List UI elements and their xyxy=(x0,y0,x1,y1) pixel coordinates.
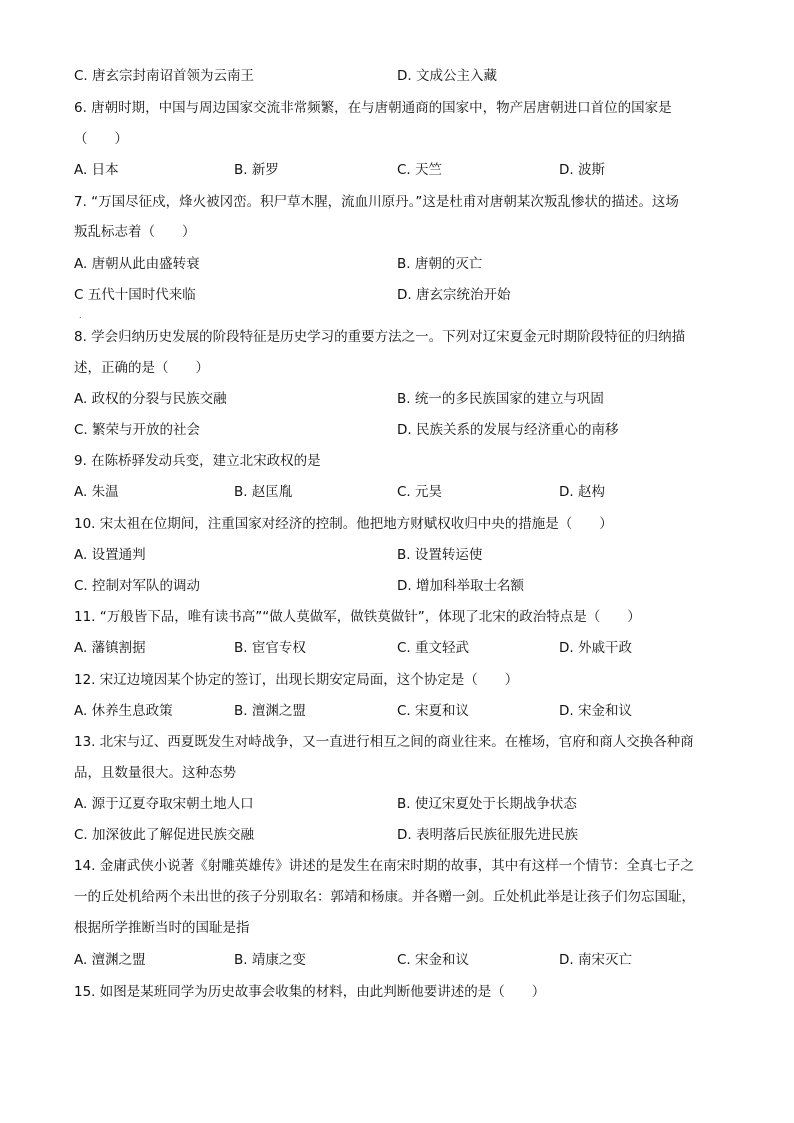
q9-option-b: B. 赵匡胤 xyxy=(234,484,293,500)
q9-option-d: D. 赵构 xyxy=(559,484,605,500)
q10-option-c: C. 控制对军队的调动 xyxy=(74,578,201,594)
q7-options-row1 xyxy=(74,254,734,274)
q8-option-c: C. 繁荣与开放的社会 xyxy=(74,422,201,438)
q10-stem: 10. 宋太祖在位期间，注重国家对经济的控制。他把地方财赋权收归中央的措施是（ ） xyxy=(74,516,613,532)
q6-option-b: B. 新罗 xyxy=(234,162,279,178)
q11-options xyxy=(74,638,734,658)
q14-stem-line3: 根据所学推断当时的国耻是指 xyxy=(74,920,250,936)
q10-options-row1 xyxy=(74,545,734,565)
q7-option-a: A. 唐朝从此由盛转衰 xyxy=(74,256,200,272)
q13-option-b: B. 使辽宋夏处于长期战争状态 xyxy=(397,796,577,812)
q14-options xyxy=(74,950,734,970)
q12-option-b: B. 澶渊之盟 xyxy=(234,703,306,719)
q8-stem-line1: 8. 学会归纳历史发展的阶段特征是历史学习的重要方法之一。下列对辽宋夏金元时期阶段特征的归纳描 xyxy=(74,329,686,345)
q5-options xyxy=(74,66,734,86)
q11-option-a: A. 藩镇割据 xyxy=(74,640,146,656)
q13-options-row1 xyxy=(74,794,734,814)
q14-option-b: B. 靖康之变 xyxy=(234,952,306,968)
q10-option-b: B. 设置转运使 xyxy=(397,547,483,563)
q14-stem-line2: 一的丘处机给两个未出世的孩子分别取名：郭靖和杨康。并各赠一剑。丘处机此举是让孩子们勿忘国耻， xyxy=(74,889,695,905)
q10-option-a: A. 设置通判 xyxy=(74,547,146,563)
q6-stem-line2: （ ） xyxy=(74,131,128,147)
q7-options-row2 xyxy=(74,285,734,305)
q8-options-row1 xyxy=(74,389,734,409)
stray-mark: . xyxy=(79,311,82,320)
q12-option-a: A. 休养生息政策 xyxy=(74,703,173,719)
q11-stem: 11. “万般皆下品，唯有读书高”“做人莫做军，做铁莫做针”，体现了北宋的政治特点是（ ） xyxy=(74,609,641,625)
q14-stem-line1: 14. 金庸武侠小说著《射雕英雄传》讲述的是发生在南宋时期的故事，其中有这样一个情节：全真七子之 xyxy=(74,858,694,874)
q13-option-a: A. 源于辽夏夺取宋朝土地人口 xyxy=(74,796,254,812)
q14-option-d: D. 南宋灭亡 xyxy=(559,952,632,968)
q7-option-b: B. 唐朝的灭亡 xyxy=(397,256,483,272)
q8-option-a: A. 政权的分裂与民族交融 xyxy=(74,391,227,407)
q7-option-d: D. 唐玄宗统治开始 xyxy=(397,287,511,303)
q13-stem-line1: 13. 北宋与辽、西夏既发生对峙战争，又一直进行相互之间的商业往来。在榷场，官府和商人交换各种商 xyxy=(74,734,694,750)
q12-option-c: C. 宋夏和议 xyxy=(397,703,470,719)
q13-options-row2 xyxy=(74,825,734,845)
q5-option-d: D. 文成公主入藏 xyxy=(397,68,497,84)
q14-option-a: A. 澶渊之盟 xyxy=(74,952,146,968)
q15-stem: 15. 如图是某班同学为历史故事会收集的材料，由此判断他要讲述的是（ ） xyxy=(74,984,546,1000)
q6-options xyxy=(74,160,734,180)
q9-options xyxy=(74,482,734,502)
q8-stem-line2: 述，正确的是（ ） xyxy=(74,360,209,376)
q7-stem-line2: 叛乱标志着（ ） xyxy=(74,224,196,240)
q12-stem: 12. 宋辽边境因某个协定的签订，出现长期安定局面，这个协定是（ ） xyxy=(74,672,519,688)
q11-option-d: D. 外戚干政 xyxy=(559,640,632,656)
q9-option-a: A. 朱温 xyxy=(74,484,119,500)
q11-option-c: C. 重文轻武 xyxy=(397,640,470,656)
q7-stem-line1: 7. “万国尽征戍，烽火被冈峦。积尸草木腥，流血川原丹。”这是杜甫对唐朝某次叛乱惨状的描述。这场 xyxy=(74,194,679,210)
q12-options xyxy=(74,701,734,721)
q7-option-c: C 五代十国时代来临 xyxy=(74,287,196,303)
q6-option-a: A. 日本 xyxy=(74,162,119,178)
q10-option-d: D. 增加科举取士名额 xyxy=(397,578,524,594)
q6-option-d: D. 波斯 xyxy=(559,162,605,178)
q9-option-c: C. 元昊 xyxy=(397,484,443,500)
q13-stem-line2: 品，且数量很大。这种态势 xyxy=(74,765,236,781)
q14-option-c: C. 宋金和议 xyxy=(397,952,470,968)
q8-option-d: D. 民族关系的发展与经济重心的南移 xyxy=(397,422,619,438)
q11-option-b: B. 宦官专权 xyxy=(234,640,306,656)
q12-option-d: D. 宋金和议 xyxy=(559,703,632,719)
q6-option-c: C. 天竺 xyxy=(397,162,443,178)
q8-option-b: B. 统一的多民族国家的建立与巩固 xyxy=(397,391,604,407)
q13-option-c: C. 加深彼此了解促进民族交融 xyxy=(74,827,255,843)
q8-options-row2 xyxy=(74,420,734,440)
q10-options-row2 xyxy=(74,576,734,596)
q6-stem-line1: 6. 唐朝时期，中国与周边国家交流非常频繁，在与唐朝通商的国家中，物产居唐朝进口首位的国家是 xyxy=(74,100,672,116)
q9-stem: 9. 在陈桥驿发动兵变，建立北宋政权的是 xyxy=(74,453,321,469)
q13-option-d: D. 表明落后民族征服先进民族 xyxy=(397,827,578,843)
q5-option-c: C. 唐玄宗封南诏首领为云南王 xyxy=(74,68,255,84)
